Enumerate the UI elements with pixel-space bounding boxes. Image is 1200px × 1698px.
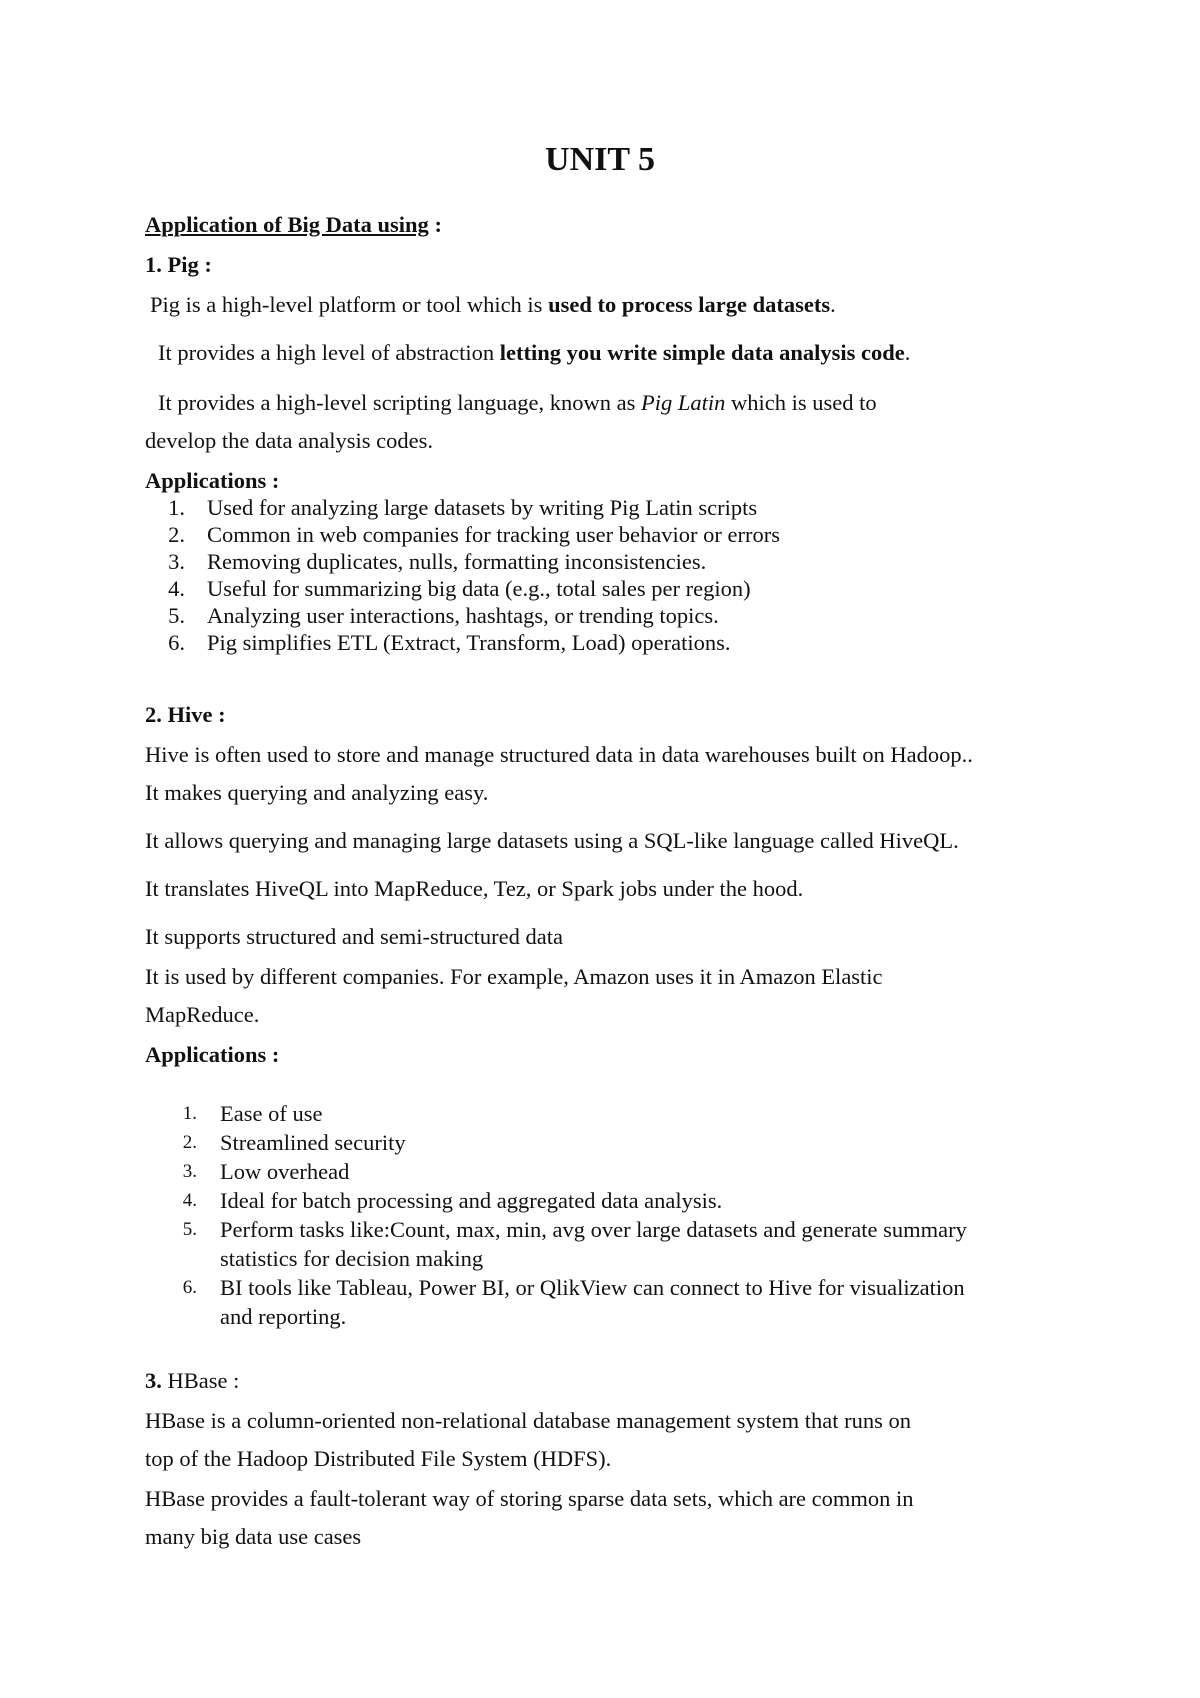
- pig-paragraph-1: [150, 290, 836, 320]
- hive-line: It is used by different companies. For example, Amazon uses it in Amazon Elastic: [145, 964, 883, 989]
- list-number: 3.: [168, 549, 185, 574]
- intro-heading-colon: :: [428, 212, 442, 237]
- pig-applications-heading: Applications :: [145, 468, 280, 493]
- list-number: 3.: [182, 1161, 197, 1182]
- hive-line: It makes querying and analyzing easy.: [145, 780, 489, 805]
- hive-line: It translates HiveQL into MapReduce, Tez, or Spark jobs under the hood.: [145, 876, 804, 901]
- pig-heading: 1. Pig :: [145, 252, 212, 277]
- list-text: Ease of use: [220, 1101, 323, 1126]
- list-text: Removing duplicates, nulls, formatting inconsistencies.: [207, 549, 707, 574]
- pig-p1-end: .: [830, 292, 836, 317]
- list-text: and reporting.: [220, 1304, 347, 1329]
- hive-line: Hive is often used to store and manage structured data in data warehouses built on Hadoop..: [145, 742, 973, 767]
- hbase-heading: [145, 1366, 239, 1396]
- pig-paragraph-3-cont: develop the data analysis codes.: [145, 428, 434, 453]
- list-number: 1.: [182, 1103, 197, 1124]
- pig-p1-text: Pig is a high-level platform or tool which is: [150, 292, 549, 317]
- list-number: 6.: [182, 1277, 197, 1298]
- hive-line: It supports structured and semi-structured data: [145, 924, 564, 949]
- page-title: UNIT 5: [545, 141, 655, 178]
- list-number: 4.: [168, 576, 185, 601]
- list-number: 1.: [168, 495, 185, 520]
- pig-p1-bold: used to process large datasets: [548, 292, 831, 317]
- list-text: Ideal for batch processing and aggregated data analysis.: [220, 1188, 723, 1213]
- hive-line: It allows querying and managing large datasets using a SQL-like language called HiveQL.: [145, 828, 959, 853]
- intro-heading-text: Application of Big Data using: [145, 212, 429, 237]
- list-number: 4.: [182, 1190, 197, 1211]
- hbase-heading-text: HBase :: [161, 1368, 240, 1393]
- pig-paragraph-3: [158, 388, 877, 418]
- list-text: Useful for summarizing big data (e.g., total sales per region): [207, 576, 751, 601]
- list-text: Common in web companies for tracking user behavior or errors: [207, 522, 780, 547]
- pig-p3-italic: Pig Latin: [641, 390, 726, 415]
- hbase-line: many big data use cases: [145, 1524, 362, 1549]
- pig-p2-bold: letting you write simple data analysis code: [499, 340, 905, 365]
- list-text: Pig simplifies ETL (Extract, Transform, Load) operations.: [207, 630, 731, 655]
- list-text: Streamlined security: [220, 1130, 406, 1155]
- list-number: 6.: [168, 630, 185, 655]
- hbase-heading-number: 3.: [145, 1368, 162, 1393]
- list-number: 5.: [168, 603, 185, 628]
- list-text: Perform tasks like:Count, max, min, avg over large datasets and generate summary: [220, 1217, 967, 1242]
- pig-p2-end: .: [904, 340, 911, 365]
- list-number: 5.: [182, 1219, 197, 1240]
- list-text: Low overhead: [220, 1159, 350, 1184]
- pig-p2-text: It provides a high level of abstraction: [158, 340, 500, 365]
- hive-heading: 2. Hive :: [145, 702, 226, 727]
- hbase-line: top of the Hadoop Distributed File System (HDFS).: [145, 1446, 612, 1471]
- hbase-line: HBase provides a fault-tolerant way of storing sparse data sets, which are common in: [145, 1486, 914, 1511]
- pig-p3-end: which is used to: [725, 390, 877, 415]
- intro-heading: [145, 210, 442, 240]
- list-number: 2.: [168, 522, 185, 547]
- list-text: statistics for decision making: [220, 1246, 484, 1271]
- list-text: Analyzing user interactions, hashtags, or trending topics.: [207, 603, 719, 628]
- hive-line: MapReduce.: [145, 1002, 260, 1027]
- hbase-line: HBase is a column-oriented non-relational database management system that runs on: [145, 1408, 912, 1433]
- hive-applications-heading: Applications :: [145, 1042, 280, 1067]
- list-number: 2.: [182, 1132, 197, 1153]
- pig-paragraph-2: [158, 338, 910, 368]
- pig-p3-text: It provides a high-level scripting language, known as: [158, 390, 642, 415]
- list-text: BI tools like Tableau, Power BI, or QlikView can connect to Hive for visualization: [220, 1275, 965, 1300]
- list-text: Used for analyzing large datasets by writing Pig Latin scripts: [207, 495, 758, 520]
